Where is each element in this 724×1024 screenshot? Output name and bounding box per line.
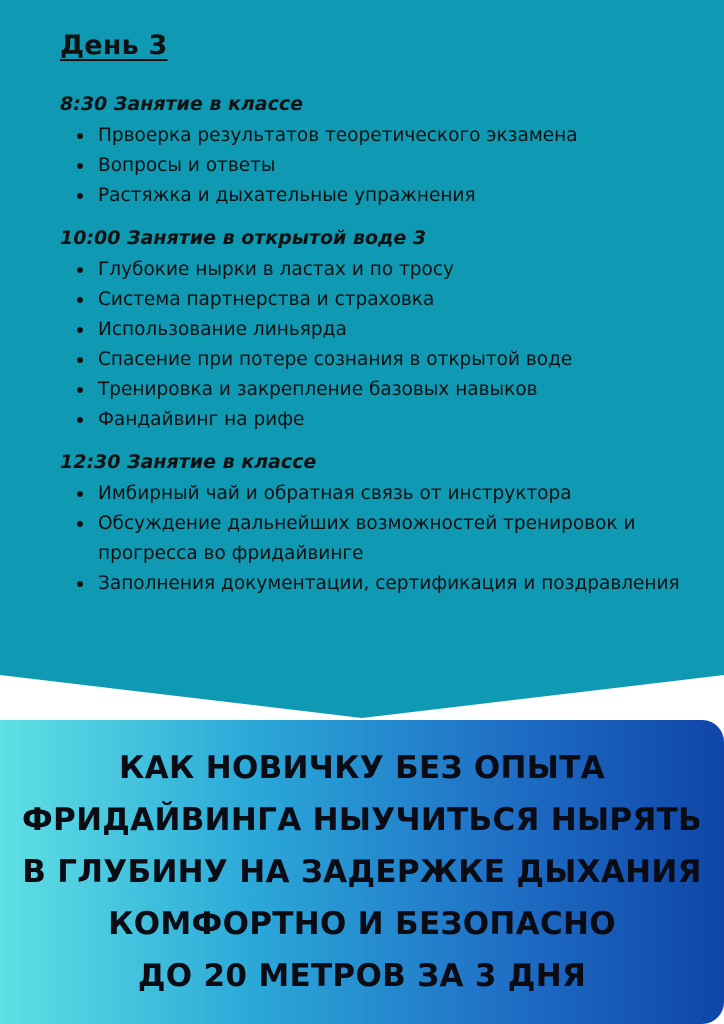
bullet-icon [77,521,83,527]
bullet-icon [77,357,83,363]
bullet-icon [77,417,83,423]
list-item [75,181,700,211]
list-item-text: Вопросы и ответы [98,155,276,176]
headline-line: ДО 20 МЕТРОВ ЗА 3 ДНЯ [137,958,587,994]
headline-line: ФРИДАЙВИНГА НЫУЧИТЬСЯ НЫРЯТЬ [22,802,702,838]
list-item [75,121,700,151]
list-item-text: Првоерка результатов теоретического экзамена [98,125,578,146]
bullet-icon [77,193,83,199]
list-item [75,151,700,181]
headline-line: КОМФОРТНО И БЕЗОПАСНО [108,906,616,942]
list-item-text: Имбирный чай и обратная связь от инструктора [98,483,572,504]
bullet-icon [77,387,83,393]
session-title: 8:30 Занятие в классе [60,93,304,115]
session-title: 12:30 Занятие в классе [60,451,317,473]
list-item-text: Использование линьярда [98,319,347,340]
list-item-text: Глубокие нырки в ластах и по тросу [98,259,454,280]
bullet-icon [77,133,83,139]
headline-line: КАК НОВИЧКУ БЕЗ ОПЫТА [119,750,605,786]
list-item-text: Растяжка и дыхательные упражнения [98,185,476,206]
session-items [60,479,700,599]
session-1 [60,91,700,211]
list-item [75,569,700,599]
bullet-icon [77,267,83,273]
list-item-text: Обсуждение дальнейших возможностей тренировок и прогресса во фридайвинге [98,513,636,564]
headline-banner [0,720,724,1024]
bullet-icon [77,491,83,497]
list-item [75,479,700,509]
bullet-icon [77,581,83,587]
bullet-icon [77,297,83,303]
session-2 [60,225,700,435]
session-items [60,255,700,435]
list-item-text: Фандайвинг на рифе [98,409,305,430]
list-item [75,345,700,375]
list-item-text: Заполнения документации, сертификация и поздравления [98,573,680,594]
schedule-content [60,30,700,613]
list-item [75,509,700,569]
list-item-text: Система партнерства и страховка [98,289,435,310]
session-3 [60,449,700,599]
list-item-text: Тренировка и закрепление базовых навыков [98,379,538,400]
list-item [75,375,700,405]
headline [12,742,712,1002]
headline-line: В ГЛУБИНУ НА ЗАДЕРЖКЕ ДЫХАНИЯ [22,854,702,890]
day-title: День 3 [60,30,168,61]
bullet-icon [77,163,83,169]
bullet-icon [77,327,83,333]
list-item-text: Спасение при потере сознания в открытой воде [98,349,573,370]
list-item [75,315,700,345]
list-item [75,285,700,315]
session-items [60,121,700,211]
session-title: 10:00 Занятие в открытой воде 3 [60,227,427,249]
list-item [75,405,700,435]
list-item [75,255,700,285]
